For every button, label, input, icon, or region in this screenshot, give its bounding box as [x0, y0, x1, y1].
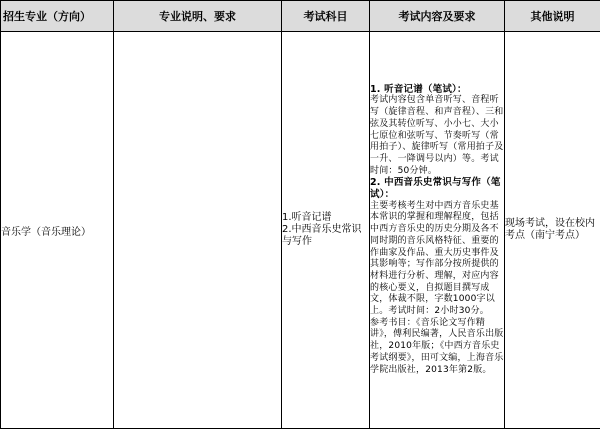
header-major: 招生专业（方向）	[1, 1, 114, 32]
table-row	[1, 32, 600, 429]
header-content: 考试内容及要求	[370, 1, 505, 32]
content-cell	[370, 32, 505, 429]
reference-books: 参考书目：《音乐论文写作精讲》，傅利民编著，人民音乐出版社，2010年版；《中西方音乐史考试纲要》，田可文编，上海音乐学院出版社，2013年第2版。	[370, 317, 504, 375]
section-1-title: 1. 听音记谱（笔试）：	[370, 83, 467, 95]
other-notes-cell: 现场考试，设在校内考点（南宁考点）	[505, 32, 600, 429]
section-1-body: 考试内容包含单音听写、音程听写（旋律音程、和声音程）、三和弦及其转位听写、小小七、大小七原位和弦听写、节奏听写（常用拍子）、旋律听写（常用拍子及一升、一降调号以内）等。考试时间：50分钟。	[370, 95, 504, 176]
header-subjects: 考试科目	[282, 1, 370, 32]
subject-item-1: 1.听音记谱	[282, 212, 332, 223]
description-cell	[114, 32, 282, 429]
header-other: 其他说明	[505, 1, 600, 32]
header-description: 专业说明、要求	[114, 1, 282, 32]
major-cell: 音乐学（音乐理论）	[1, 32, 114, 429]
header-row	[1, 1, 600, 32]
subjects-cell	[282, 32, 370, 429]
section-2-body: 主要考核考生对中西方音乐史基本常识的掌握和理解程度，包括中西方音乐史的历史分期及各不同时期的音乐风格特征、重要的作曲家及作品、重大历史事件及其影响等；写作部分按所提供的材料进行分析、理解，对应内容的核心要义，自拟题目撰写成文，体裁不限，字数1000字以上。考试时间：2小时30分。	[370, 200, 499, 317]
subject-item-2: 2.中西音乐史常识与写作	[282, 224, 362, 247]
section-2-title: 2. 中西音乐史常识与写作（笔试）：	[370, 177, 501, 201]
